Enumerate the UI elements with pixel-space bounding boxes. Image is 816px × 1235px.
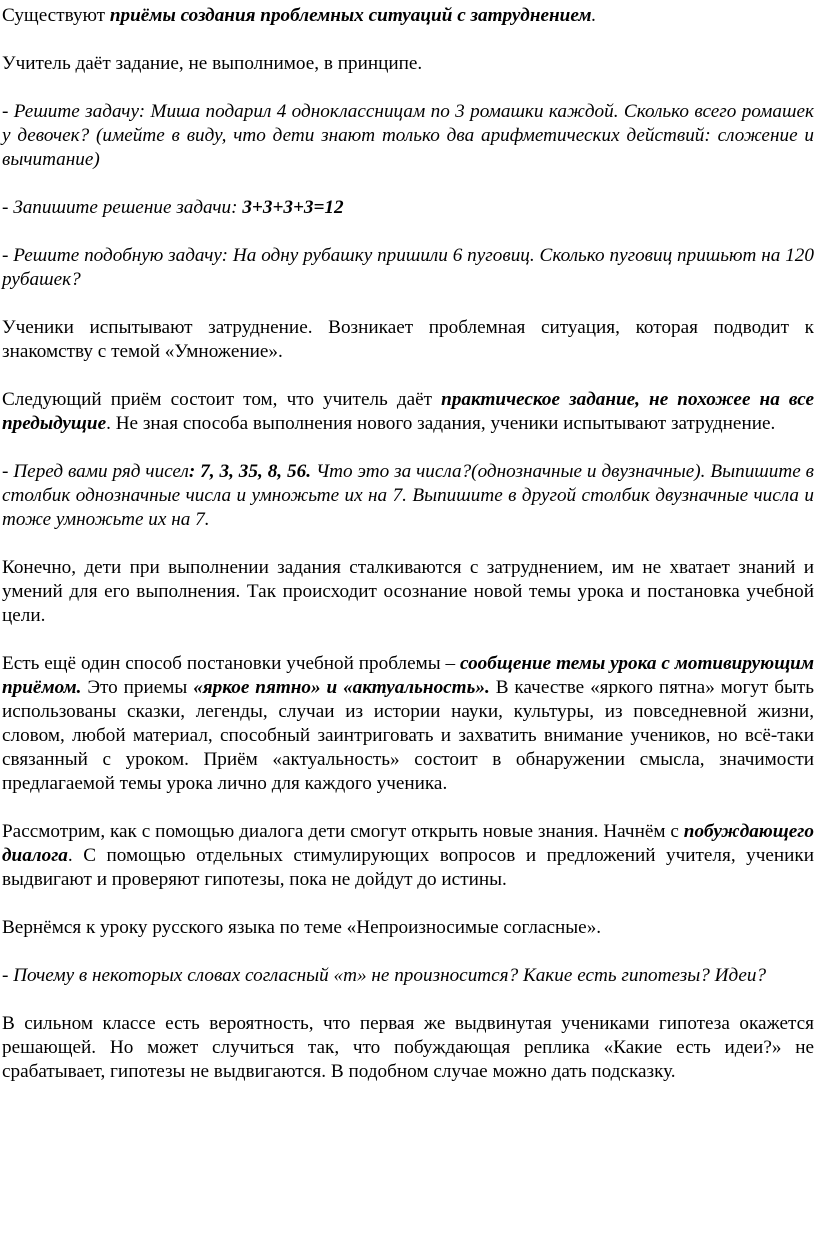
paragraph-intro <box>2 4 814 28</box>
text-run: . Не зная способа выполнения нового задания, ученики испытывают затруднение. <box>106 413 776 434</box>
text-run: . <box>591 5 597 26</box>
text-run: Следующий приём состоит том, что учитель даёт <box>2 389 442 410</box>
paragraph-conclusion <box>2 556 814 628</box>
dash: - <box>2 101 14 122</box>
question-text: Почему в некоторых словах согласный «т» не произносится? Какие есть гипотезы? Идеи? <box>13 965 767 986</box>
text-run: Конечно, дети при выполнении задания сталкиваются с затруднением, им не хватает знаний и умений для его выполнения. Так происходит осознание новой темы урока и постановка учебной цели. <box>2 557 814 626</box>
dash: - <box>2 245 14 266</box>
dash: - <box>2 965 14 986</box>
text-run: В сильном классе есть вероятность, что первая же выдвинутая учениками гипотеза окажется решающей. Но может случиться так, что побуждающая реплика «Какие есть идеи?» не срабатывает, гипотезы не выдвигаются. В подобном случае можно дать подсказку. <box>2 1013 814 1082</box>
paragraph-teacher-task <box>2 52 814 76</box>
text-run: В качестве «яркого пятна» могут быть использованы сказки, легенды, случаи из истории науки, культуры, из повседневной жизни, словом, любой материал, способный заинтриговать и захватить внимание учеников, но всё-таки связанный с уроком. Приём «актуальность» состоит в обнаружении смысла, значимости предлагаемой темы урока лично для каждого ученика. <box>2 677 814 794</box>
emphasis-term: приёмы создания проблемных ситуаций с затруднением <box>109 5 592 26</box>
paragraph-task-1 <box>2 100 814 172</box>
task-text: Решите задачу: Миша подарил 4 одноклассницам по 3 ромашки каждой. Сколько всего ромашек у девочек? (имейте в виду, что дети знают только два арифметических действий: сложение и вычитание) <box>2 101 814 170</box>
paragraph-practical-task <box>2 388 814 436</box>
paragraph-task-3 <box>2 244 814 292</box>
text-run: . С помощью отдельных стимулирующих вопросов и предложений учителя, ученики выдвигают и проверяют гипотезы, пока не дойдут до истины. <box>2 845 814 890</box>
paragraph-difficulty <box>2 316 814 364</box>
text-run: Ученики испытывают затруднение. Возникает проблемная ситуация, которая подводит к знакомству с темой «Умножение». <box>2 317 814 362</box>
paragraph-motivation <box>2 652 814 796</box>
paragraph-number-task <box>2 460 814 532</box>
task-text: Запишите решение задачи: <box>13 197 243 218</box>
number-series: : 7, 3, 35, 8, 56. <box>188 461 312 482</box>
text-run: Рассмотрим, как с помощью диалога дети смогут открыть новые знания. Начнём с <box>2 821 684 842</box>
paragraph-dialogue <box>2 820 814 892</box>
paragraph-question <box>2 964 814 988</box>
text-run: Есть ещё один способ постановки учебной проблемы – <box>2 653 461 674</box>
text-run: Вернёмся к уроку русского языка по теме «Непроизносимые согласные». <box>2 917 602 938</box>
dash: - <box>2 197 14 218</box>
task-text: Что это за числа?(однозначные и двузначные). Выпишите в столбик однозначные числа и умножьте их на 7. Выпишите в другой столбик двузначные числа и тоже умножьте их на 7. <box>2 461 815 530</box>
paragraph-russian-lesson <box>2 916 814 940</box>
task-text: Перед вами ряд чисел <box>13 461 189 482</box>
emphasis-term: практическое задание, не похожее на все предыдущие <box>2 389 814 434</box>
paragraph-task-2 <box>2 196 814 220</box>
emphasis-term: побуждающего диалога <box>2 821 814 866</box>
text-run: Существуют <box>2 5 110 26</box>
emphasis-term: «яркое пятно» и «актуальность». <box>193 677 490 698</box>
text-run: Учитель даёт задание, не выполнимое, в принципе. <box>2 53 423 74</box>
text-run: Это приемы <box>81 677 194 698</box>
task-solution: 3+3+3+3=12 <box>242 197 344 218</box>
paragraph-strong-class <box>2 1012 814 1084</box>
emphasis-term: сообщение темы урока с мотивирующим приёмом. <box>2 653 814 698</box>
dash: - <box>2 461 14 482</box>
task-text: Решите подобную задачу: На одну рубашку пришили 6 пуговиц. Сколько пуговиц пришьют на 120 рубашек? <box>2 245 814 290</box>
